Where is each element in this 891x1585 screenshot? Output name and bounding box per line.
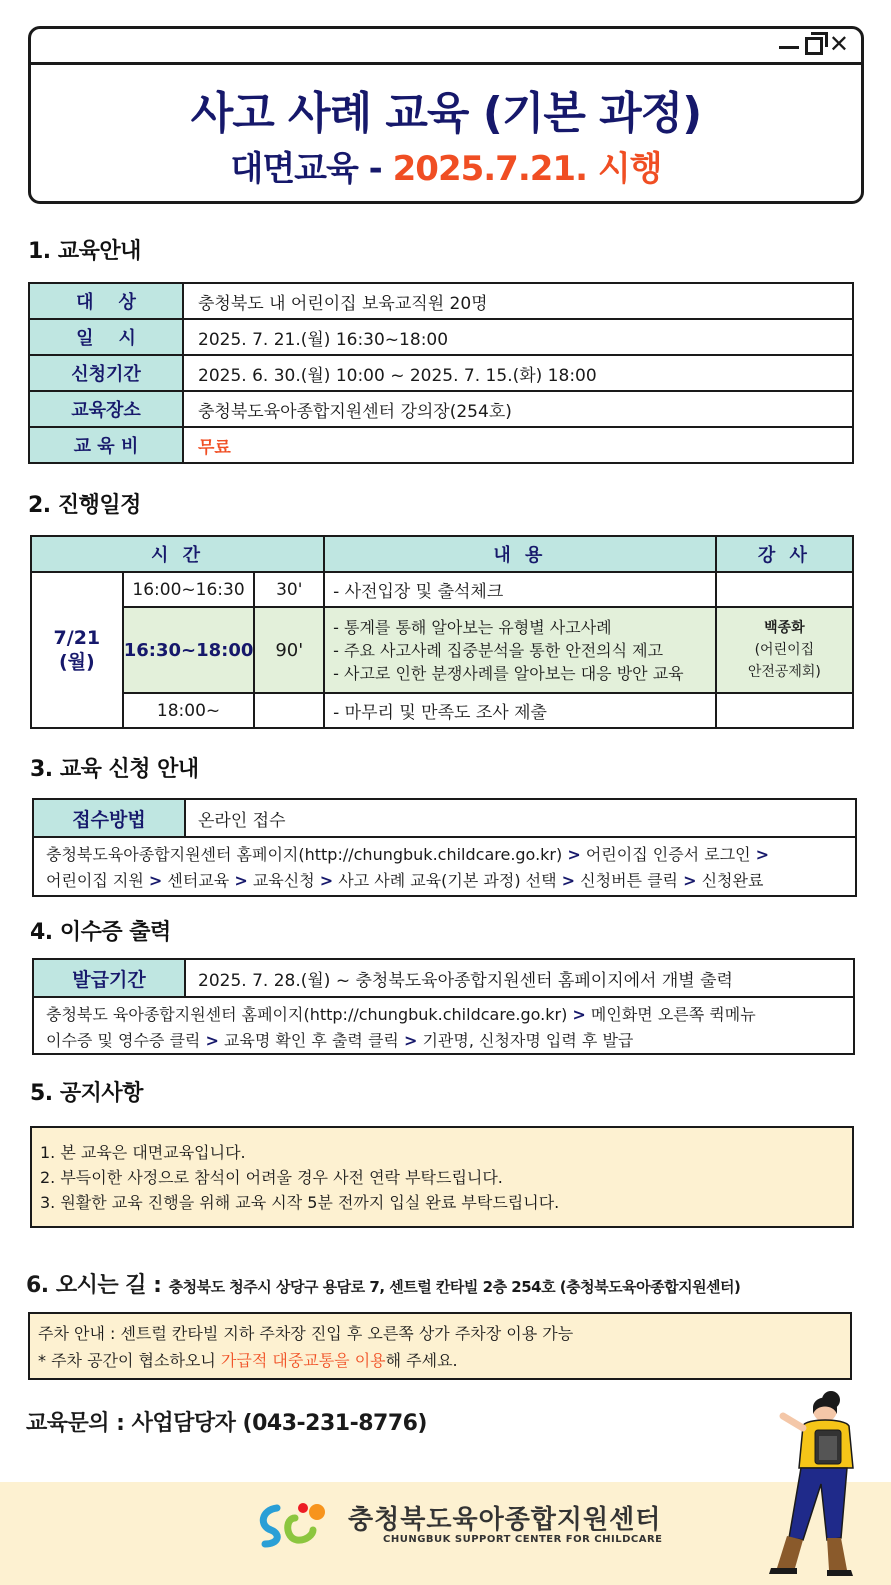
directions: [26, 1268, 740, 1299]
info-label: 교육장소: [29, 391, 183, 427]
chevron-right-icon: >: [561, 871, 576, 890]
parking-line: 주차 안내 : 센트럴 칸타빌 지하 주차장 진입 후 오른쪽 상가 주차장 이용 가능: [38, 1324, 574, 1343]
notice-item: 1. 본 교육은 대면교육입니다.: [40, 1143, 246, 1162]
certificate-steps: [34, 998, 853, 1058]
info-row-target: [29, 283, 853, 319]
chevron-right-icon: >: [234, 871, 248, 890]
org-name: 충청북도육아종합지원센터: [348, 1505, 662, 1535]
chevron-right-icon: >: [567, 845, 581, 864]
info-value: 2025. 6. 30.(월) 10:00 ~ 2025. 7. 15.(화) 18:00: [183, 355, 853, 391]
application-steps: [34, 838, 855, 898]
step-text: 신청버튼 클릭: [580, 871, 678, 890]
parking-text: * 주차 공간이 협소하오니: [38, 1351, 221, 1370]
lecturer-name: 백종화: [764, 620, 805, 636]
info-label: 교 육 비: [29, 427, 183, 463]
certificate-period-row: [34, 960, 853, 998]
certificate-value: 2025. 7. 28.(월) ~ 충청북도육아종합지원센터 홈페이지에서 개별 출력: [198, 970, 733, 991]
window-titlebar: [31, 29, 861, 65]
parking-line: [38, 1347, 842, 1374]
subtitle-prefix: 대면교육 -: [230, 149, 382, 189]
chevron-right-icon: >: [572, 1005, 586, 1024]
info-row-period: [29, 355, 853, 391]
info-label: 대 상: [29, 283, 183, 319]
lecturer-org: 안전공제회): [747, 664, 821, 680]
content-line: - 주요 사고사례 집중분석을 통한 안전의식 제고: [333, 640, 664, 660]
steps-line: [46, 1002, 841, 1028]
schedule-day: [31, 572, 123, 728]
steps-line: [46, 868, 843, 894]
info-table: [28, 282, 854, 464]
parking-text: 해 주세요.: [385, 1351, 458, 1370]
lecturer-org: (어린이집: [754, 642, 815, 658]
address: 충청북도 청주시 상당구 용담로 7, 센트럴 칸타빌 2층 254호 (충청북도육아종합지원센터): [168, 1278, 741, 1296]
notice-box: [30, 1126, 854, 1228]
chevron-right-icon: >: [319, 871, 334, 890]
steps-line: [46, 1028, 841, 1054]
notice-item: 2. 부득이한 사정으로 참석이 어려울 경우 사전 연락 부탁드립니다.: [40, 1168, 503, 1187]
step-text: 교육신청: [252, 871, 315, 890]
chevron-right-icon: >: [403, 1031, 418, 1050]
info-value: 충청북도 내 어린이집 보육교직원 20명: [183, 283, 853, 319]
schedule-lecturer: [716, 607, 853, 693]
schedule-row: [31, 693, 853, 728]
step-text: 어린이집 지원: [46, 871, 144, 890]
schedule-time: 18:00~: [123, 693, 255, 728]
section5-heading: 5. 공지사항: [30, 1081, 143, 1106]
close-icon[interactable]: ✕: [828, 30, 849, 58]
person-with-clipboard-illustration: [755, 1388, 865, 1580]
chevron-right-icon: >: [683, 871, 697, 890]
info-row-fee: [29, 427, 853, 463]
schedule-duration: 30': [254, 572, 324, 607]
certificate-box: [32, 958, 855, 1055]
application-label: 접수방법: [34, 800, 186, 836]
step-text: 센터교육: [167, 871, 230, 890]
schedule-header-content: 내 용: [324, 536, 716, 572]
step-text: 사고 사례 교육(기본 과정) 선택: [338, 871, 557, 890]
application-box: [32, 798, 857, 897]
minimize-icon[interactable]: [779, 46, 799, 49]
chevron-right-icon: >: [148, 871, 163, 890]
step-text: 기관명, 신청자명 입력 후 발급: [422, 1031, 634, 1050]
notice-item: 3. 원활한 교육 진행을 위해 교육 시작 5분 전까지 입실 완료 부탁드립니다.: [40, 1193, 560, 1212]
schedule-header-time: 시 간: [31, 536, 324, 572]
schedule-duration: 90': [254, 607, 324, 693]
maximize-icon[interactable]: [805, 37, 823, 55]
info-value-fee: 무료: [183, 427, 853, 463]
schedule-content: - 마무리 및 만족도 조사 제출: [324, 693, 716, 728]
info-label: 신청기간: [29, 355, 183, 391]
steps-line: [46, 842, 843, 868]
step-text: 교육명 확인 후 출력 클릭: [223, 1031, 399, 1050]
application-value: 온라인 접수: [198, 810, 286, 831]
section1-heading: 1. 교육안내: [28, 239, 141, 264]
step-text: 충청북도육아종합지원센터 홈페이지(http://chungbuk.childcare.go.kr): [46, 845, 563, 864]
application-method-row: [34, 800, 855, 838]
step-text: 신청완료: [701, 871, 764, 890]
schedule-lecturer-empty: [716, 693, 853, 728]
schedule-content: [324, 607, 716, 693]
schedule-time: 16:00~16:30: [123, 572, 255, 607]
certificate-label: 발급기간: [34, 960, 186, 996]
parking-highlight: 가급적 대중교통을 이용: [220, 1351, 386, 1370]
subtitle-date: 2025.7.21. 시행: [392, 149, 662, 189]
step-text: 충청북도 육아종합지원센터 홈페이지(http://chungbuk.childcare.go.kr): [46, 1005, 568, 1024]
schedule-day-weekday: (월): [58, 651, 95, 673]
section2-heading: 2. 진행일정: [28, 493, 141, 518]
info-value: 2025. 7. 21.(월) 16:30~18:00: [183, 319, 853, 355]
page-title: 사고 사례 교육 (기본 과정): [190, 88, 702, 139]
chevron-right-icon: >: [205, 1031, 219, 1050]
schedule-lecturer-empty: [716, 572, 853, 607]
schedule-content: - 사전입장 및 출석체크: [324, 572, 716, 607]
schedule-header-lecturer: 강 사: [716, 536, 853, 572]
org-name-en: CHUNGBUK SUPPORT CENTER FOR CHILDCARE: [383, 1534, 663, 1545]
schedule-row: [31, 572, 853, 607]
section6-heading: 6. 오시는 길 :: [26, 1273, 162, 1298]
info-value: 충청북도육아종합지원센터 강의장(254호): [183, 391, 853, 427]
schedule-day-date: 7/21: [53, 627, 101, 649]
step-text: 이수증 및 영수증 클릭: [46, 1031, 201, 1050]
parking-box: [28, 1312, 852, 1380]
center-logo-icon: [255, 1500, 335, 1550]
page-subtitle: [31, 141, 861, 190]
schedule-row-main: [31, 607, 853, 693]
content-line: - 사고로 인한 분쟁사례를 알아보는 대응 방안 교육: [333, 663, 684, 683]
info-row-date: [29, 319, 853, 355]
content-line: - 통계를 통해 알아보는 유형별 사고사례: [333, 617, 612, 637]
schedule-table: [30, 535, 854, 729]
section3-heading: 3. 교육 신청 안내: [30, 757, 199, 782]
info-label: 일 시: [29, 319, 183, 355]
title-window: [28, 26, 864, 204]
step-text: 메인화면 오른쪽 퀵메뉴: [590, 1005, 756, 1024]
schedule-duration: [254, 693, 324, 728]
step-text: 어린이집 인증서 로그인: [585, 845, 751, 864]
schedule-header-row: [31, 536, 853, 572]
section4-heading: 4. 이수증 출력: [30, 920, 171, 945]
window-controls: [779, 30, 849, 58]
schedule-time: 16:30~18:00: [123, 607, 255, 693]
inquiry-contact: 교육문의 : 사업담당자 (043-231-8776): [26, 1411, 427, 1436]
info-row-place: [29, 391, 853, 427]
chevron-right-icon: >: [755, 845, 770, 864]
